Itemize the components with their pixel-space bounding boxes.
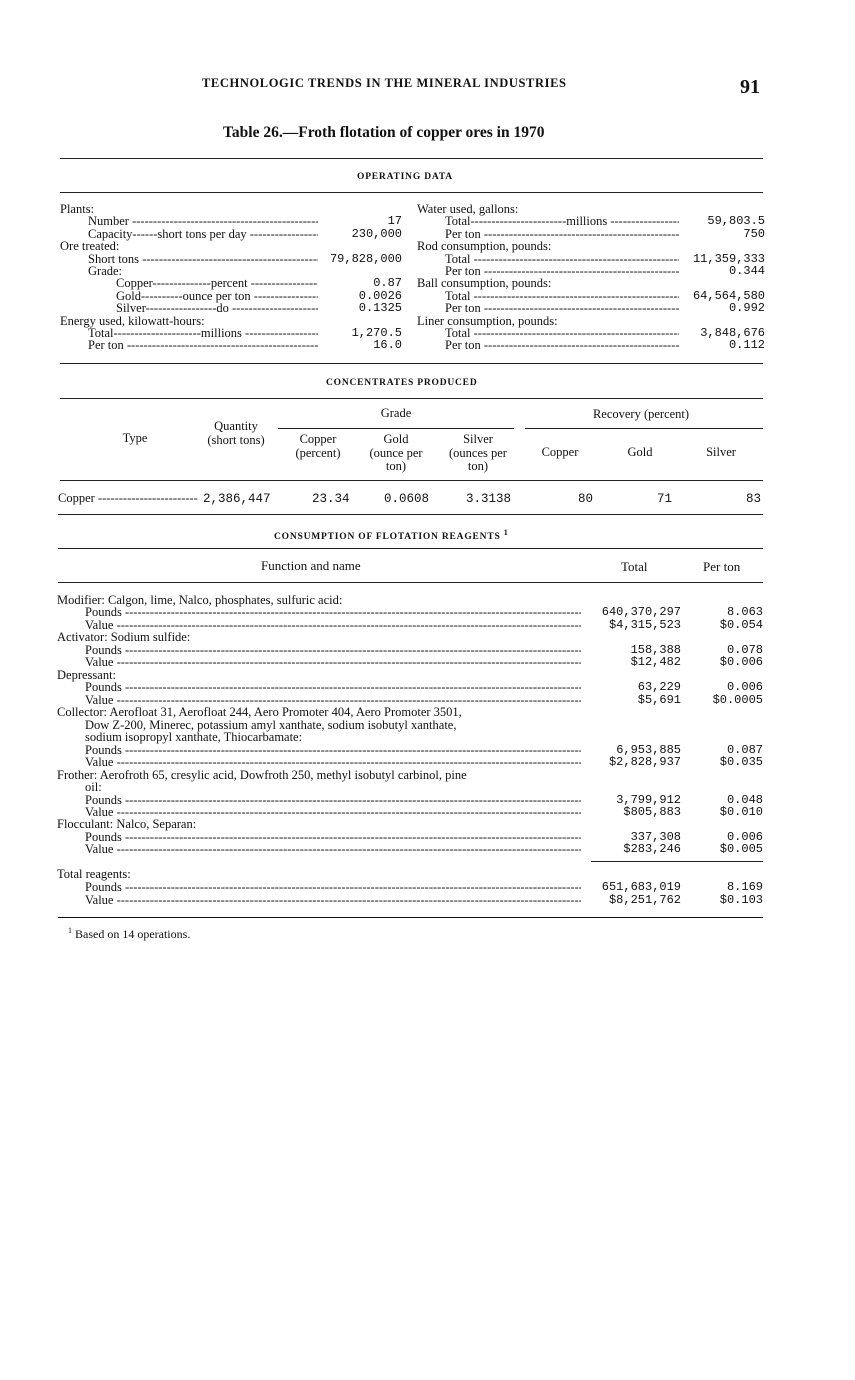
operating-right-value: 64,564,580	[692, 288, 765, 303]
reagent-row	[85, 656, 763, 669]
footnote: $^1$ Based on 14 operations.	[68, 926, 191, 941]
reagent-per-ton: 0.006	[726, 680, 763, 695]
recovery-rule	[525, 428, 763, 429]
operating-left-label: Ore treated:	[60, 240, 120, 254]
operating-right-value: 59,803.5	[707, 214, 765, 229]
col-quantity: Quantity (short tons)	[207, 419, 265, 447]
reagent-total	[581, 706, 681, 719]
operating-right-label: Rod consumption, pounds:	[417, 240, 552, 254]
operating-right-label: Per ton -----	[445, 265, 679, 278]
operating-left-row	[88, 253, 402, 266]
reagent-total: 640,370,297	[601, 605, 681, 620]
operating-right-label: Ball consumption, pounds:	[417, 277, 552, 291]
reagent-label: Value -----	[85, 619, 581, 632]
concentrates-rule-body	[60, 480, 763, 481]
concentrates-rule-header	[60, 398, 763, 399]
reagent-total-per-ton: 8.169	[726, 880, 763, 894]
reagent-per-ton: 0.078	[726, 642, 763, 657]
reagent-per-ton: $0.005	[719, 842, 763, 857]
reagent-label: Pounds -----	[85, 831, 581, 844]
operating-left-value: 17	[387, 214, 402, 229]
concentrate-gold-ounce: 0.0608	[384, 492, 430, 506]
group-recovery: Recovery (percent)	[592, 407, 690, 421]
group-grade: Grade	[380, 406, 412, 420]
concentrate-copper-percent: 23.34	[312, 492, 350, 506]
operating-right-label: Per ton -----	[445, 302, 679, 315]
reagent-label: Flocculant: Nalco, Separan:	[57, 818, 197, 832]
operating-left-row	[88, 265, 402, 278]
reagent-per-ton: $0.035	[719, 755, 763, 770]
operating-right-row	[445, 290, 765, 303]
operating-left-value: 79,828,000	[329, 251, 402, 266]
col-silver-ounces: Silver (ounces per ton)	[449, 432, 507, 473]
operating-right-row	[445, 253, 765, 266]
operating-right-label: Liner consumption, pounds:	[417, 314, 558, 328]
operating-left-value: 1,270.5	[351, 326, 402, 340]
reagent-label: Pounds -----	[85, 606, 581, 619]
page-number: 91	[740, 76, 760, 98]
reagent-label: Modifier: Calgon, lime, Nalco, phosphates, sulfuric acid:	[57, 594, 343, 607]
operating-right-row	[445, 228, 765, 241]
running-title: TECHNOLOGIC TRENDS IN THE MINERAL INDUSTRIES	[202, 76, 567, 90]
reagent-label: sodium isopropyl xanthate, Thiocarbamate:	[85, 731, 303, 745]
operating-right-label: Water used, gallons:	[417, 203, 519, 216]
reagent-total: 6,953,885	[616, 742, 681, 757]
top-rule	[60, 158, 763, 159]
reagent-per-ton	[681, 706, 763, 719]
reagent-label: Value -----	[85, 843, 581, 856]
subtotal-rule	[591, 861, 763, 862]
recovery-silver: 83	[746, 492, 762, 506]
reagent-per-ton	[681, 769, 763, 782]
reagent-label: Pounds -----	[85, 644, 581, 657]
table-title: Table 26.—Froth flotation of copper ores in 1970	[223, 124, 545, 141]
reagents-heading: CONSUMPTION OF FLOTATION REAGENTS $^1$	[274, 528, 509, 543]
concentrates-heading: CONCENTRATES PRODUCED	[326, 378, 478, 388]
reagent-per-ton: $0.054	[719, 617, 763, 632]
reagent-row	[85, 619, 763, 632]
operating-left-label: Grade:	[88, 265, 123, 278]
operating-left-label: Copper--------------percent -----	[116, 277, 318, 290]
reagent-label: Value -----	[85, 656, 581, 669]
operating-right-value: 0.112	[728, 338, 765, 353]
reagent-total	[581, 719, 681, 732]
reagent-label: oil:	[85, 781, 102, 795]
reagent-per-ton: $0.006	[719, 655, 763, 670]
operating-left-value: 0.0026	[358, 288, 402, 303]
operating-left-label: Gold----------ounce per ton -----	[116, 290, 318, 303]
operating-right-value: 11,359,333	[692, 251, 765, 266]
col-copper-percent: Copper (percent)	[295, 432, 341, 460]
reagent-label: Activator: Sodium sulfide:	[57, 631, 191, 645]
operating-right-label: Per ton -----	[445, 228, 679, 241]
operating-right-row	[445, 215, 765, 228]
operating-left-label: Plants:	[60, 203, 95, 216]
reagent-total: $12,482	[630, 655, 681, 670]
reagent-total	[581, 769, 681, 782]
reagent-label: Value -----	[85, 806, 581, 819]
col-recovery-silver: Silver	[706, 445, 736, 459]
operating-left-row	[60, 315, 402, 328]
reagent-per-ton: $0.010	[719, 804, 763, 819]
operating-left-label: Number -----	[88, 215, 318, 228]
col-per-ton: Per ton	[703, 559, 741, 574]
recovery-copper: 80	[578, 492, 594, 506]
reagent-label: Collector: Aerofloat 31, Aerofloat 244, Aero Promoter 404, Aero Promoter 3501,	[57, 706, 462, 720]
concentrate-type-cell: Copper -----	[58, 492, 198, 505]
operating-right-row	[445, 265, 765, 278]
operating-left-row	[88, 228, 402, 241]
reagent-total: $2,828,937	[608, 755, 681, 770]
operating-left-value: 0.87	[373, 276, 402, 291]
operating-left-label: Energy used, kilowatt-hours:	[60, 314, 205, 328]
reagent-per-ton: 8.063	[726, 605, 763, 620]
operating-right-row	[445, 339, 765, 352]
reagent-total-row	[85, 894, 763, 907]
reagent-total: 337,308	[630, 829, 681, 844]
operating-right-label: Total-----------------------millions -----	[445, 215, 679, 228]
operating-left-row	[116, 302, 402, 315]
reagent-total-total: $8,251,762	[608, 893, 681, 907]
reagent-row	[85, 843, 763, 856]
operating-left-value: 230,000	[351, 226, 402, 241]
operating-right-value: 0.992	[728, 301, 765, 316]
recovery-gold: 71	[657, 492, 673, 506]
reagent-total: $805,883	[623, 804, 681, 819]
reagents-rule-body	[58, 582, 763, 583]
operating-right-value: 0.344	[728, 264, 765, 278]
concentrate-quantity: 2,386,447	[203, 492, 271, 506]
reagent-total-label: Pounds -----	[85, 881, 581, 894]
operating-right-label: Total -----	[445, 327, 679, 340]
operating-right-row	[445, 302, 765, 315]
reagent-per-ton: 0.087	[726, 742, 763, 757]
operating-right-row	[445, 327, 765, 340]
col-gold-ounce: Gold (ounce per ton)	[369, 432, 423, 473]
reagent-total: $4,315,523	[608, 617, 681, 632]
operating-left-label: Per ton -----	[88, 339, 318, 352]
col-total: Total	[621, 559, 648, 574]
reagent-total: 3,799,912	[616, 792, 681, 807]
operating-rule	[60, 192, 763, 193]
reagent-per-ton: 0.048	[726, 792, 763, 807]
reagent-label: Dow Z-200, Minerec, potassium amyl xanthate, sodium isobutyl xanthate,	[85, 718, 457, 732]
col-type: Type	[122, 431, 148, 445]
operating-right-label: Total -----	[445, 253, 679, 266]
reagent-label: Value -----	[85, 694, 581, 707]
reagent-row	[57, 706, 763, 719]
reagent-row	[85, 806, 763, 819]
table-bottom-rule	[58, 917, 763, 918]
concentrate-silver-ounces: 3.3138	[466, 492, 512, 506]
reagents-rule-top	[58, 514, 763, 515]
operating-left-value: 0.1325	[358, 301, 402, 316]
reagent-total: 63,229	[637, 680, 681, 695]
operating-left-label: Total---------------------millions -----	[88, 327, 318, 340]
reagent-total-per-ton: $0.103	[719, 893, 763, 907]
operating-left-label: Short tons -----	[88, 253, 318, 266]
operating-heading: OPERATING DATA	[357, 172, 453, 182]
operating-right-label: Per ton -----	[445, 339, 679, 352]
reagent-label: Depressant:	[57, 668, 117, 682]
reagent-total-label: Total reagents:	[57, 868, 131, 881]
operating-right-value: 3,848,676	[700, 326, 765, 340]
operating-left-row	[88, 339, 402, 352]
reagent-row	[85, 719, 763, 732]
reagent-row	[85, 756, 763, 769]
col-recovery-copper: Copper	[541, 445, 579, 459]
reagent-total: 158,388	[630, 642, 681, 657]
reagent-total-label: Value -----	[85, 894, 581, 907]
operating-left-row	[60, 203, 402, 216]
reagent-label: Pounds -----	[85, 681, 581, 694]
operating-right-value: 750	[743, 226, 765, 241]
reagent-per-ton: 0.006	[726, 829, 763, 844]
reagent-label: Value -----	[85, 756, 581, 769]
grade-rule	[278, 428, 514, 429]
reagent-total: $5,691	[637, 692, 681, 707]
reagent-per-ton	[681, 719, 763, 732]
reagent-label: Frother: Aerofroth 65, cresylic acid, Dowfroth 250, methyl isobutyl carbinol, pine	[57, 768, 467, 782]
reagent-label: Pounds -----	[85, 794, 581, 807]
reagent-total-total: 651,683,019	[601, 880, 681, 894]
col-recovery-gold: Gold	[627, 445, 653, 459]
reagent-row	[85, 694, 763, 707]
reagent-total: $283,246	[623, 842, 681, 857]
operating-left-row	[88, 327, 402, 340]
reagents-rule-header	[58, 548, 763, 549]
operating-right-label: Total -----	[445, 290, 679, 303]
reagent-label: Pounds -----	[85, 744, 581, 757]
reagent-per-ton: $0.0005	[712, 692, 763, 707]
reagent-row	[57, 769, 763, 782]
concentrates-rule-top	[60, 363, 763, 364]
operating-left-label: Capacity------short tons per day -----	[88, 228, 318, 241]
operating-left-label: Silver-----------------do -----	[116, 302, 318, 315]
operating-left-value: 16.0	[373, 338, 402, 353]
col-function-name: Function and name	[261, 558, 361, 573]
